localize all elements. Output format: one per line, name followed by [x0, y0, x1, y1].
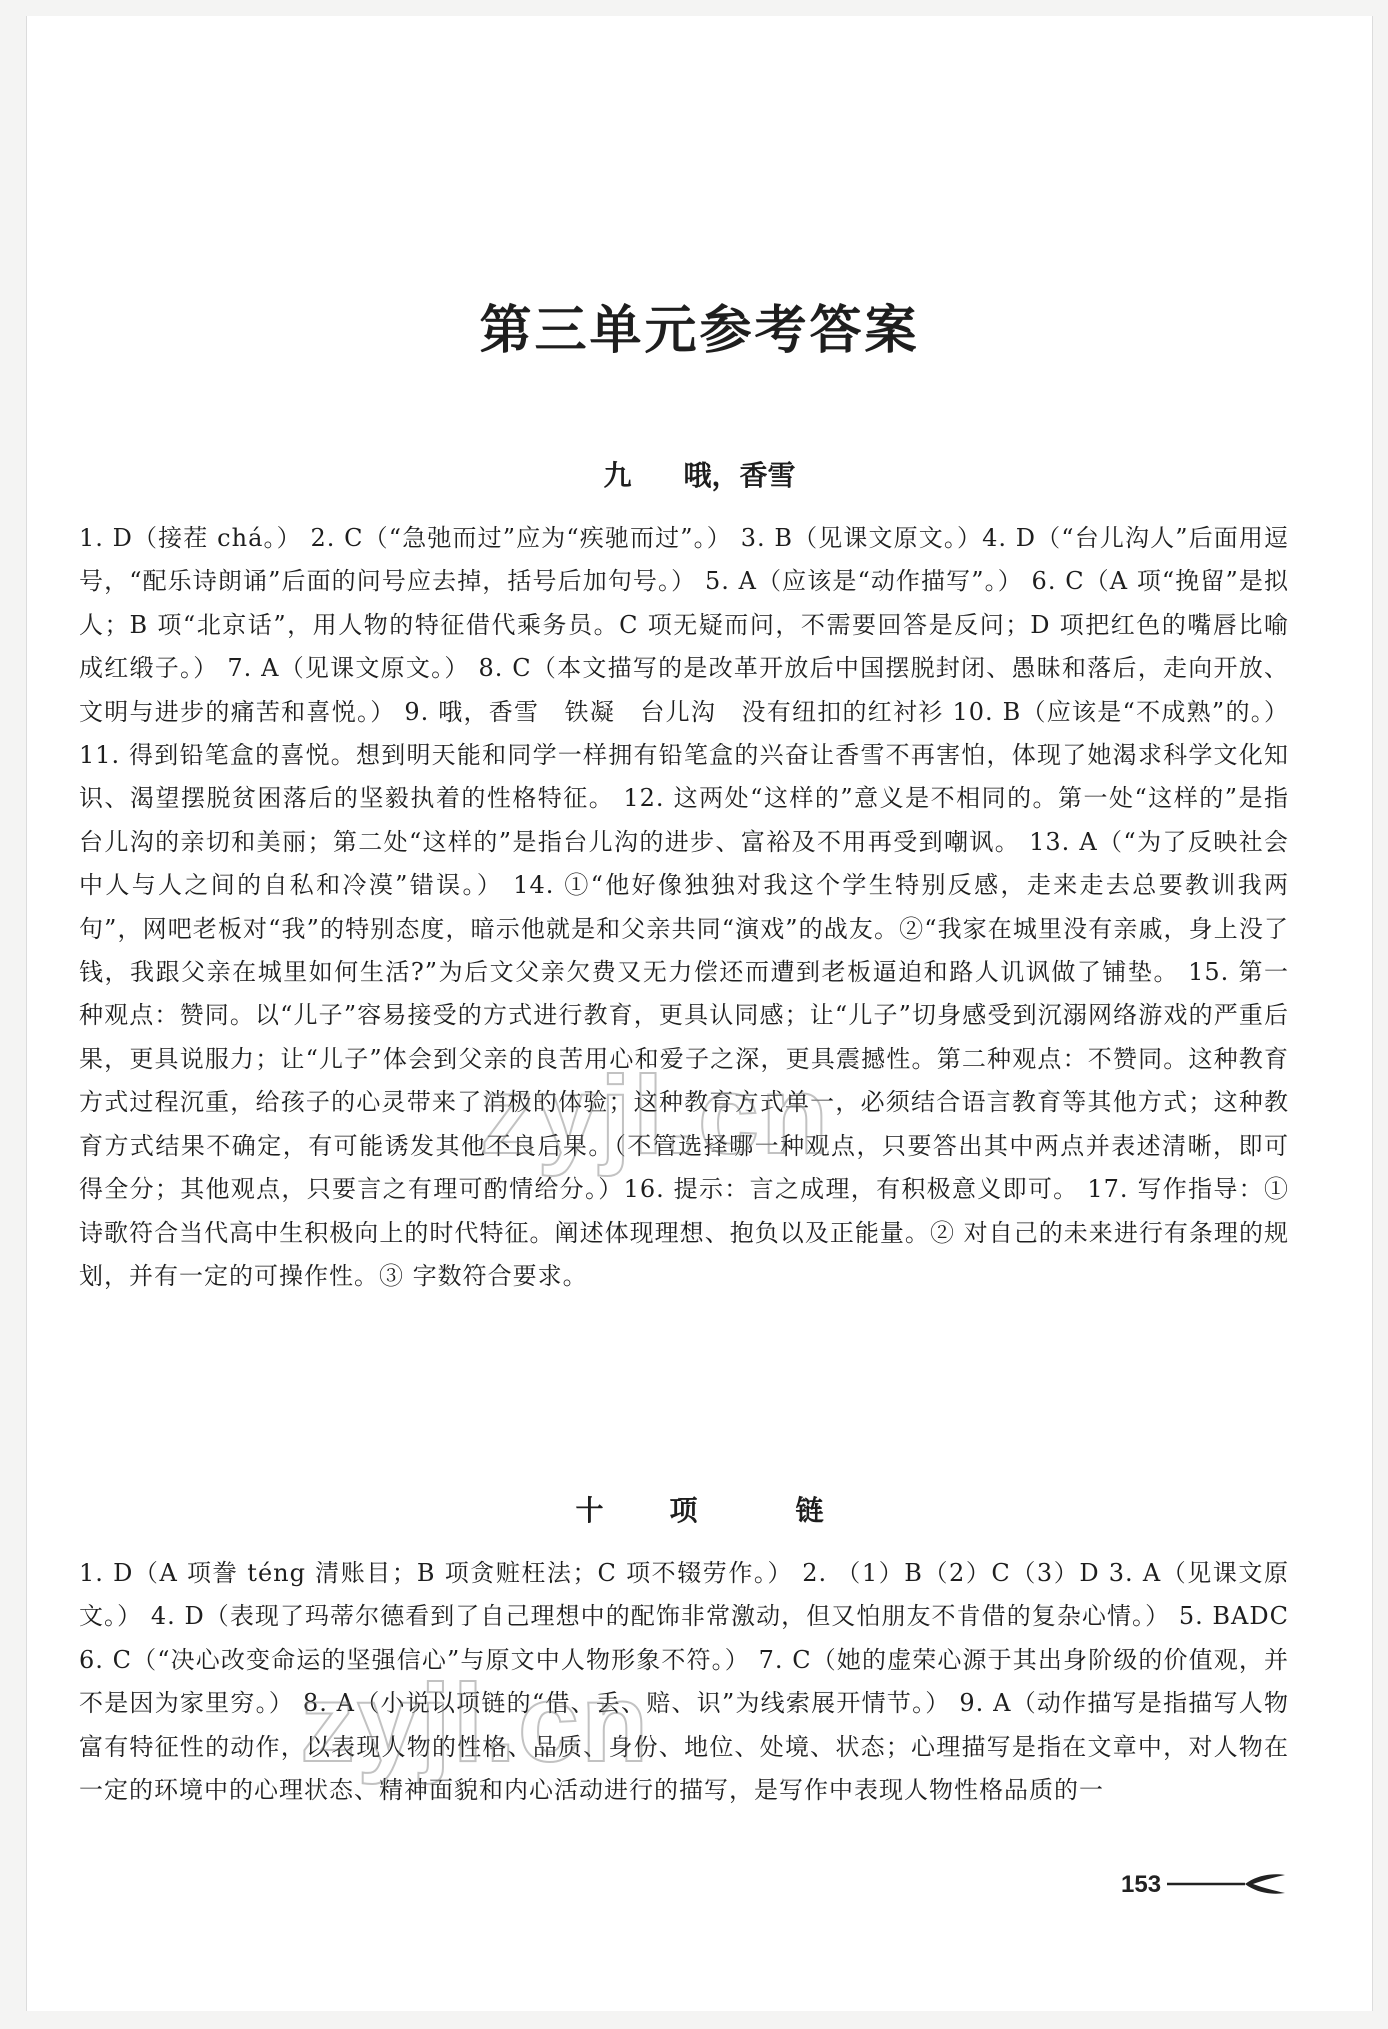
answer-text: 1. D（A 项誊 téng 清账目；B 项贪赃枉法；C 项不辍劳作。） 2. （1）B（2）C（3）D 3. A（见课文原文。） 4. D（表现了玛蒂尔德看到了自己理想中的配饰非常激动，但又怕朋友不肯借的复杂心情。） 5. BADC 6. C（“决心改变命运的坚强信心”与原文中人物形象不符。） 7. C（她的虚荣心源于其出身阶级的价值观，并不是因为家里穷。） 8. A（小说以项链的“借、丢、赔、识”为线索展开情节。） 9. A（动作描写是指描写人物富有特征性的动作，以表现人物的性格、品质、身份、地位、处境、状态；心理描写是指在文章中，对人物在一定的环境中的心理状态、精神面貌和内心活动进行的描写，是写作中表现人物性格品质的一	[79, 1559, 1289, 1805]
section-heading-number: 九	[603, 459, 632, 492]
section-heading-9	[27, 454, 1372, 494]
section-heading-number: 十	[575, 1494, 604, 1527]
page-title: 第三单元参考答案	[479, 301, 920, 361]
answer-text: 1. D（接茬 chá。） 2. C（“急弛而过”应为“疾驰而过”。） 3. B（见课文原文。）4. D（“台儿沟人”后面用逗号，“配乐诗朗诵”后面的问号应去掉，括号后加句号。） 5. A（应该是“动作描写”。） 6. C（A 项“挽留”是拟人；B 项“北京话”，用人物的特征借代乘务员。C 项无疑而问，不需要回答是反问；D 项把红色的嘴唇比喻成红缎子。） 7. A（见课文原文。） 8. C（本文描写的是改革开放后中国摆脱封闭、愚昧和落后，走向开放、文明与进步的痛苦和喜悦。） 9. 哦，香雪 铁凝 台儿沟 没有纽扣的红衬衫 10. B（应该是“不成熟”的。） 11. 得到铅笔盒的喜悦。想到明天能和同学一样拥有铅笔盒的兴奋让香雪不再害怕，体现了她渴求科学文化知识、渴望摆脱贫困落后的坚毅执着的性格特征。 12. 这两处“这样的”意义是不相同的。第一处“这样的”是指台儿沟的亲切和美丽；第二处“这样的”是指台儿沟的进步、富裕及不用再受到嘲讽。 13. A（“为了反映社会中人与人之间的自私和冷漠”错误。） 14. ①“他好像独独对我这个学生特别反感，走来走去总要教训我两句”，网吧老板对“我”的特别态度，暗示他就是和父亲共同“演戏”的战友。②“我家在城里没有亲戚，身上没了钱，我跟父亲在城里如何生活?”为后文父亲欠费又无力偿还而遭到老板逼迫和路人讥讽做了铺垫。 15. 第一种观点：赞同。以“儿子”容易接受的方式进行教育，更具认同感；让“儿子”切身感受到沉溺网络游戏的严重后果，更具说服力；让“儿子”体会到父亲的良苦用心和爱子之深，更具震撼性。第二种观点：不赞同。这种教育方式过程沉重，给孩子的心灵带来了消极的体验；这种教育方式单一，必须结合语言教育等其他方式；这种教育方式结果不确定，有可能诱发其他不良后果。（不管选择哪一种观点，只要答出其中两点并表述清晰，即可得全分；其他观点，只要言之有理可酌情给分。）16. 提示：言之成理，有积极意义即可。 17. 写作指导：① 诗歌符合当代高中生积极向上的时代特征。阐述体现理想、抱负以及正能量。② 对自己的未来进行有条理的规划，并有一定的可操作性。③ 字数符合要求。	[79, 524, 1289, 1290]
answer-paragraph-9	[79, 517, 1289, 1298]
scissors-ornament-icon	[1167, 1869, 1287, 1899]
section-heading-text: 哦，香雪	[683, 459, 796, 492]
section-heading-word-2: 链	[795, 1494, 824, 1527]
answer-paragraph-10	[79, 1552, 1289, 1812]
page-number: 153	[1121, 1871, 1162, 1898]
section-heading-10	[27, 1489, 1372, 1529]
section-heading-word-1: 项	[669, 1494, 698, 1527]
book-page	[26, 16, 1373, 2011]
